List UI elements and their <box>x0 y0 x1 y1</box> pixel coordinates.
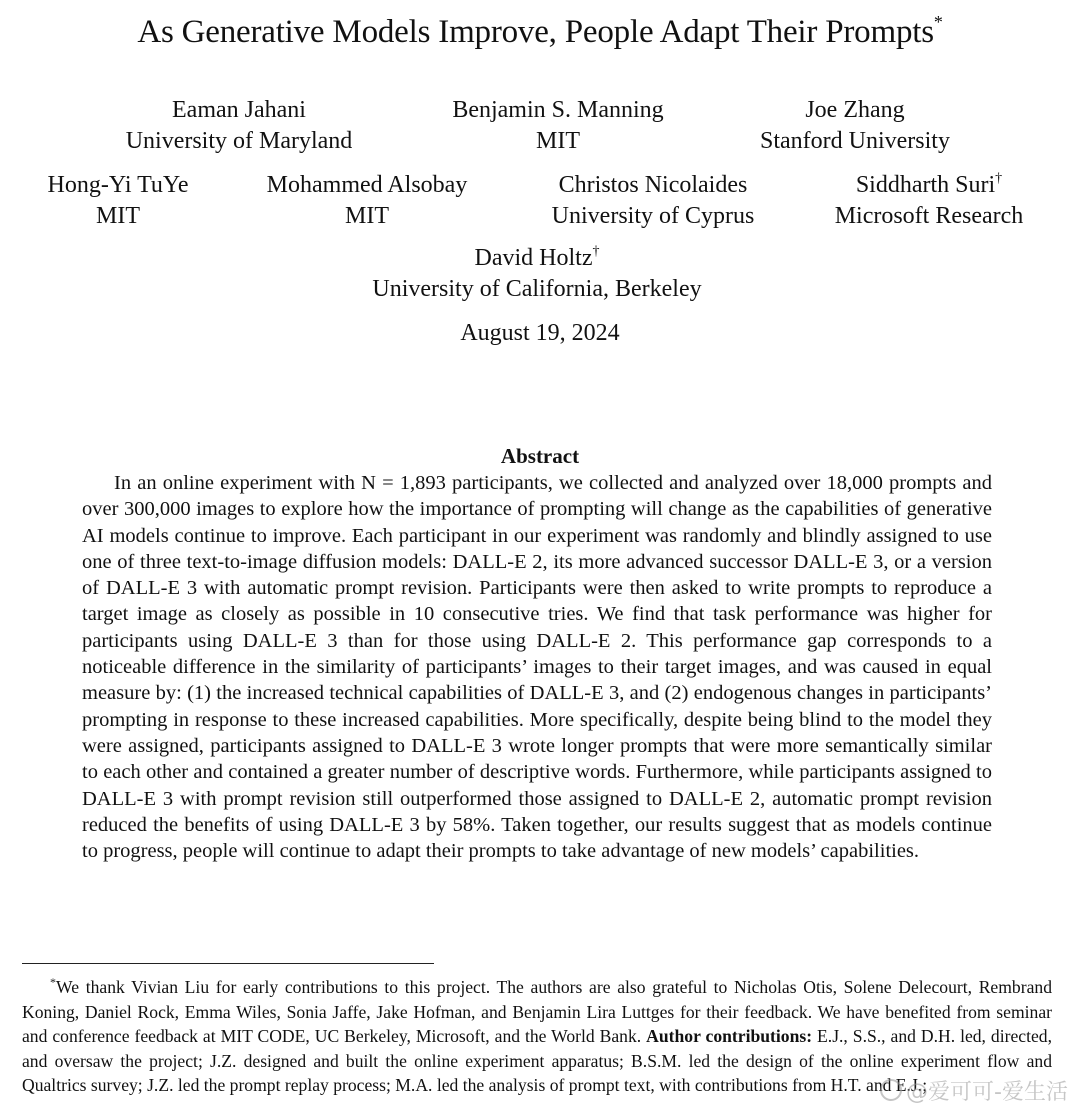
footnote-text: We thank Vivian Liu for early contributions to this project. The authors are also grateful to Nicholas Otis, Solene Delecourt, Rembrand Koning, Daniel Rock, Emma Wiles, Sonia Jaffe, Jake Hofman, and Benjamin Lira Luttges for their feedback. We have benefited from seminar and conference feedback at MIT CODE, UC Berkeley, Microsoft, and the World Bank. <box>22 977 1052 1047</box>
author-name: Joe Zhang <box>805 97 905 123</box>
abstract-text: In an online experiment with N = 1,893 participants, we collected and analyzed over 18,000 prompts and over 300,000 images to explore how the importance of prompting will change as the capabilities of generative AI models continue to improve. Each participant in our experiment was randomly and blindly assigned to use one of three text-to-image diffusion models: DALL-E 2, its more advanced successor DALL-E 3, or a version of DALL-E 3 with automatic prompt revision. Participants were then asked to write prompts to reproduce a target image as closely as possible in 10 consecutive tries. We find that task performance was higher for participants using DALL-E 3 than for those using DALL-E 2. This performance gap corresponds to a noticeable difference in the similarity of participants’ images to their target images, and was caused in equal measure by: (1) the increased technical capabilities of DALL-E 3, and (2) endogenous changes in participants’ prompting in response to these increased capabilities. More specifically, despite being blind to the model they were assigned, participants assigned to DALL-E 3 wrote longer prompts that were more semantically similar to each other and contained a greater number of descriptive words. Furthermore, while participants assigned to DALL-E 3 with prompt revision still outperformed those assigned to DALL-E 2, automatic prompt revision reduced the benefits of using DALL-E 3 by 58%. Taken together, our results suggest that as models continue to progress, people will continue to adapt their prompts to take advantage of new models’ capabilities. <box>82 472 992 863</box>
title-footnote-mark: * <box>933 12 943 32</box>
footnote-mark: * <box>50 975 56 989</box>
author-block <box>30 163 206 232</box>
author-block <box>528 163 778 232</box>
watermark <box>880 1075 1068 1106</box>
author-affiliation: MIT <box>96 203 140 229</box>
author-block <box>818 163 1040 232</box>
author-block <box>740 88 970 157</box>
author-affiliation: Microsoft Research <box>834 203 1024 229</box>
author-affiliation: MIT <box>536 128 580 154</box>
abstract-heading: Abstract <box>500 444 580 468</box>
author-name: Siddharth Suri† <box>855 171 1003 198</box>
author-name: Eaman Jahani <box>172 97 306 123</box>
author-contributions-label: Author contributions: <box>646 1026 813 1047</box>
author-affiliation: University of Cyprus <box>551 203 755 229</box>
author-affiliation: University of California, Berkeley <box>372 276 702 302</box>
author-block <box>248 163 486 232</box>
author-block <box>108 88 370 157</box>
author-name: Christos Nicolaides <box>558 172 748 198</box>
author-affiliation: MIT <box>345 203 389 229</box>
publication-date: August 19, 2024 <box>460 320 620 346</box>
author-name: David Holtz† <box>474 244 600 271</box>
author-block <box>418 88 698 157</box>
author-name: Mohammed Alsobay <box>266 172 468 198</box>
footnote-rule <box>22 963 434 964</box>
author-affiliation: University of Maryland <box>125 128 353 154</box>
author-name: Benjamin S. Manning <box>452 97 664 123</box>
paper-title <box>0 12 1080 51</box>
paper-title-text: As Generative Models Improve, People Adapt Their Prompts <box>137 14 934 50</box>
author-affiliation: Stanford University <box>760 128 950 154</box>
watermark-text: @爱可可-爱生活 <box>906 1080 1068 1105</box>
footnote-contributions-text: E.J., S.S., and D.H. led, directed, and oversaw the project; J.Z. designed and built the online experiment apparatus; B.S.M. led the design of the online experiment flow and Qualtrics survey; J.Z. led the prompt replay process; M.A. led the analysis of prompt text, with contributions from H.T. and E.J.; <box>22 1026 1052 1096</box>
author-block <box>300 236 774 305</box>
author-name: Hong-Yi TuYe <box>47 172 189 198</box>
weibo-icon <box>880 1079 902 1101</box>
